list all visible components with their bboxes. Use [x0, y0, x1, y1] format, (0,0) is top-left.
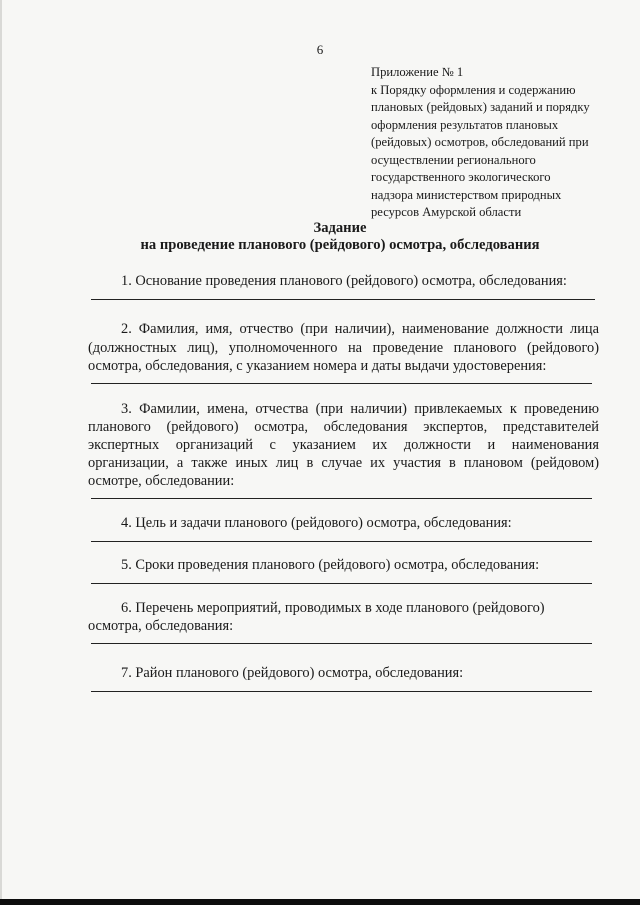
item-4-fill-line	[91, 541, 592, 542]
appendix-line: осуществлении регионального	[371, 152, 536, 167]
item-3-text: экспертных организаций с указанием их должности и наименования	[88, 437, 599, 453]
item-2-text: осмотра, обследования, с указанием номера и даты выдачи удостоверения:	[88, 358, 547, 374]
scan-bottom-edge	[0, 899, 640, 905]
item-7-text: 7. Район планового (рейдового) осмотра, обследования:	[121, 665, 464, 681]
appendix-line: ресурсов Амурской области	[371, 205, 522, 219]
item-2-text: 2. Фамилия, имя, отчество (при наличии), наименование должности лица	[121, 321, 599, 337]
appendix-line: государственного экологического	[371, 170, 551, 184]
appendix-line: оформления результатов плановых	[371, 117, 559, 132]
item-4-text: 4. Цель и задачи планового (рейдового) осмотра, обследования:	[121, 515, 512, 531]
item-7-fill-line	[91, 691, 592, 692]
item-5-fill-line	[91, 583, 592, 584]
item-1-text: 1. Основание проведения планового (рейдового) осмотра, обследования:	[121, 273, 567, 289]
item-1-fill-line	[91, 299, 595, 300]
page-number: 6	[316, 42, 324, 57]
document-title: Задание	[313, 220, 367, 236]
item-6-text: осмотра, обследования:	[88, 618, 234, 634]
appendix-line: плановых (рейдовых) заданий и порядку	[371, 100, 590, 114]
item-3-text: 3. Фамилии, имена, отчества (при наличии) привлекаемых к проведению	[121, 401, 599, 417]
item-3-fill-line	[91, 498, 592, 499]
item-3-text: организации, а также иных лиц в случае их участия в плановом (рейдовом)	[88, 455, 599, 471]
appendix-line: Приложение № 1	[371, 65, 464, 79]
scan-left-edge	[0, 0, 2, 899]
item-6-text: 6. Перечень мероприятий, проводимых в ходе планового (рейдового)	[121, 600, 545, 616]
item-2-text: (должностных лиц), уполномоченного на проведение планового (рейдового)	[88, 340, 599, 356]
appendix-line: к Порядку оформления и содержанию	[371, 82, 576, 97]
item-6-fill-line	[91, 643, 592, 644]
appendix-header	[371, 64, 621, 222]
item-2-fill-line	[91, 383, 592, 384]
item-3-text: осмотре, обследовании:	[88, 473, 235, 489]
document-subtitle: на проведение планового (рейдового) осмотра, обследования	[140, 237, 540, 253]
appendix-line: надзора министерством природных	[371, 187, 562, 202]
appendix-line: (рейдовых) осмотров, обследований при	[371, 135, 589, 149]
item-5-text: 5. Сроки проведения планового (рейдового) осмотра, обследования:	[121, 557, 540, 573]
item-3-text: планового (рейдового) осмотра, обследования экспертов, представителей	[88, 419, 599, 435]
